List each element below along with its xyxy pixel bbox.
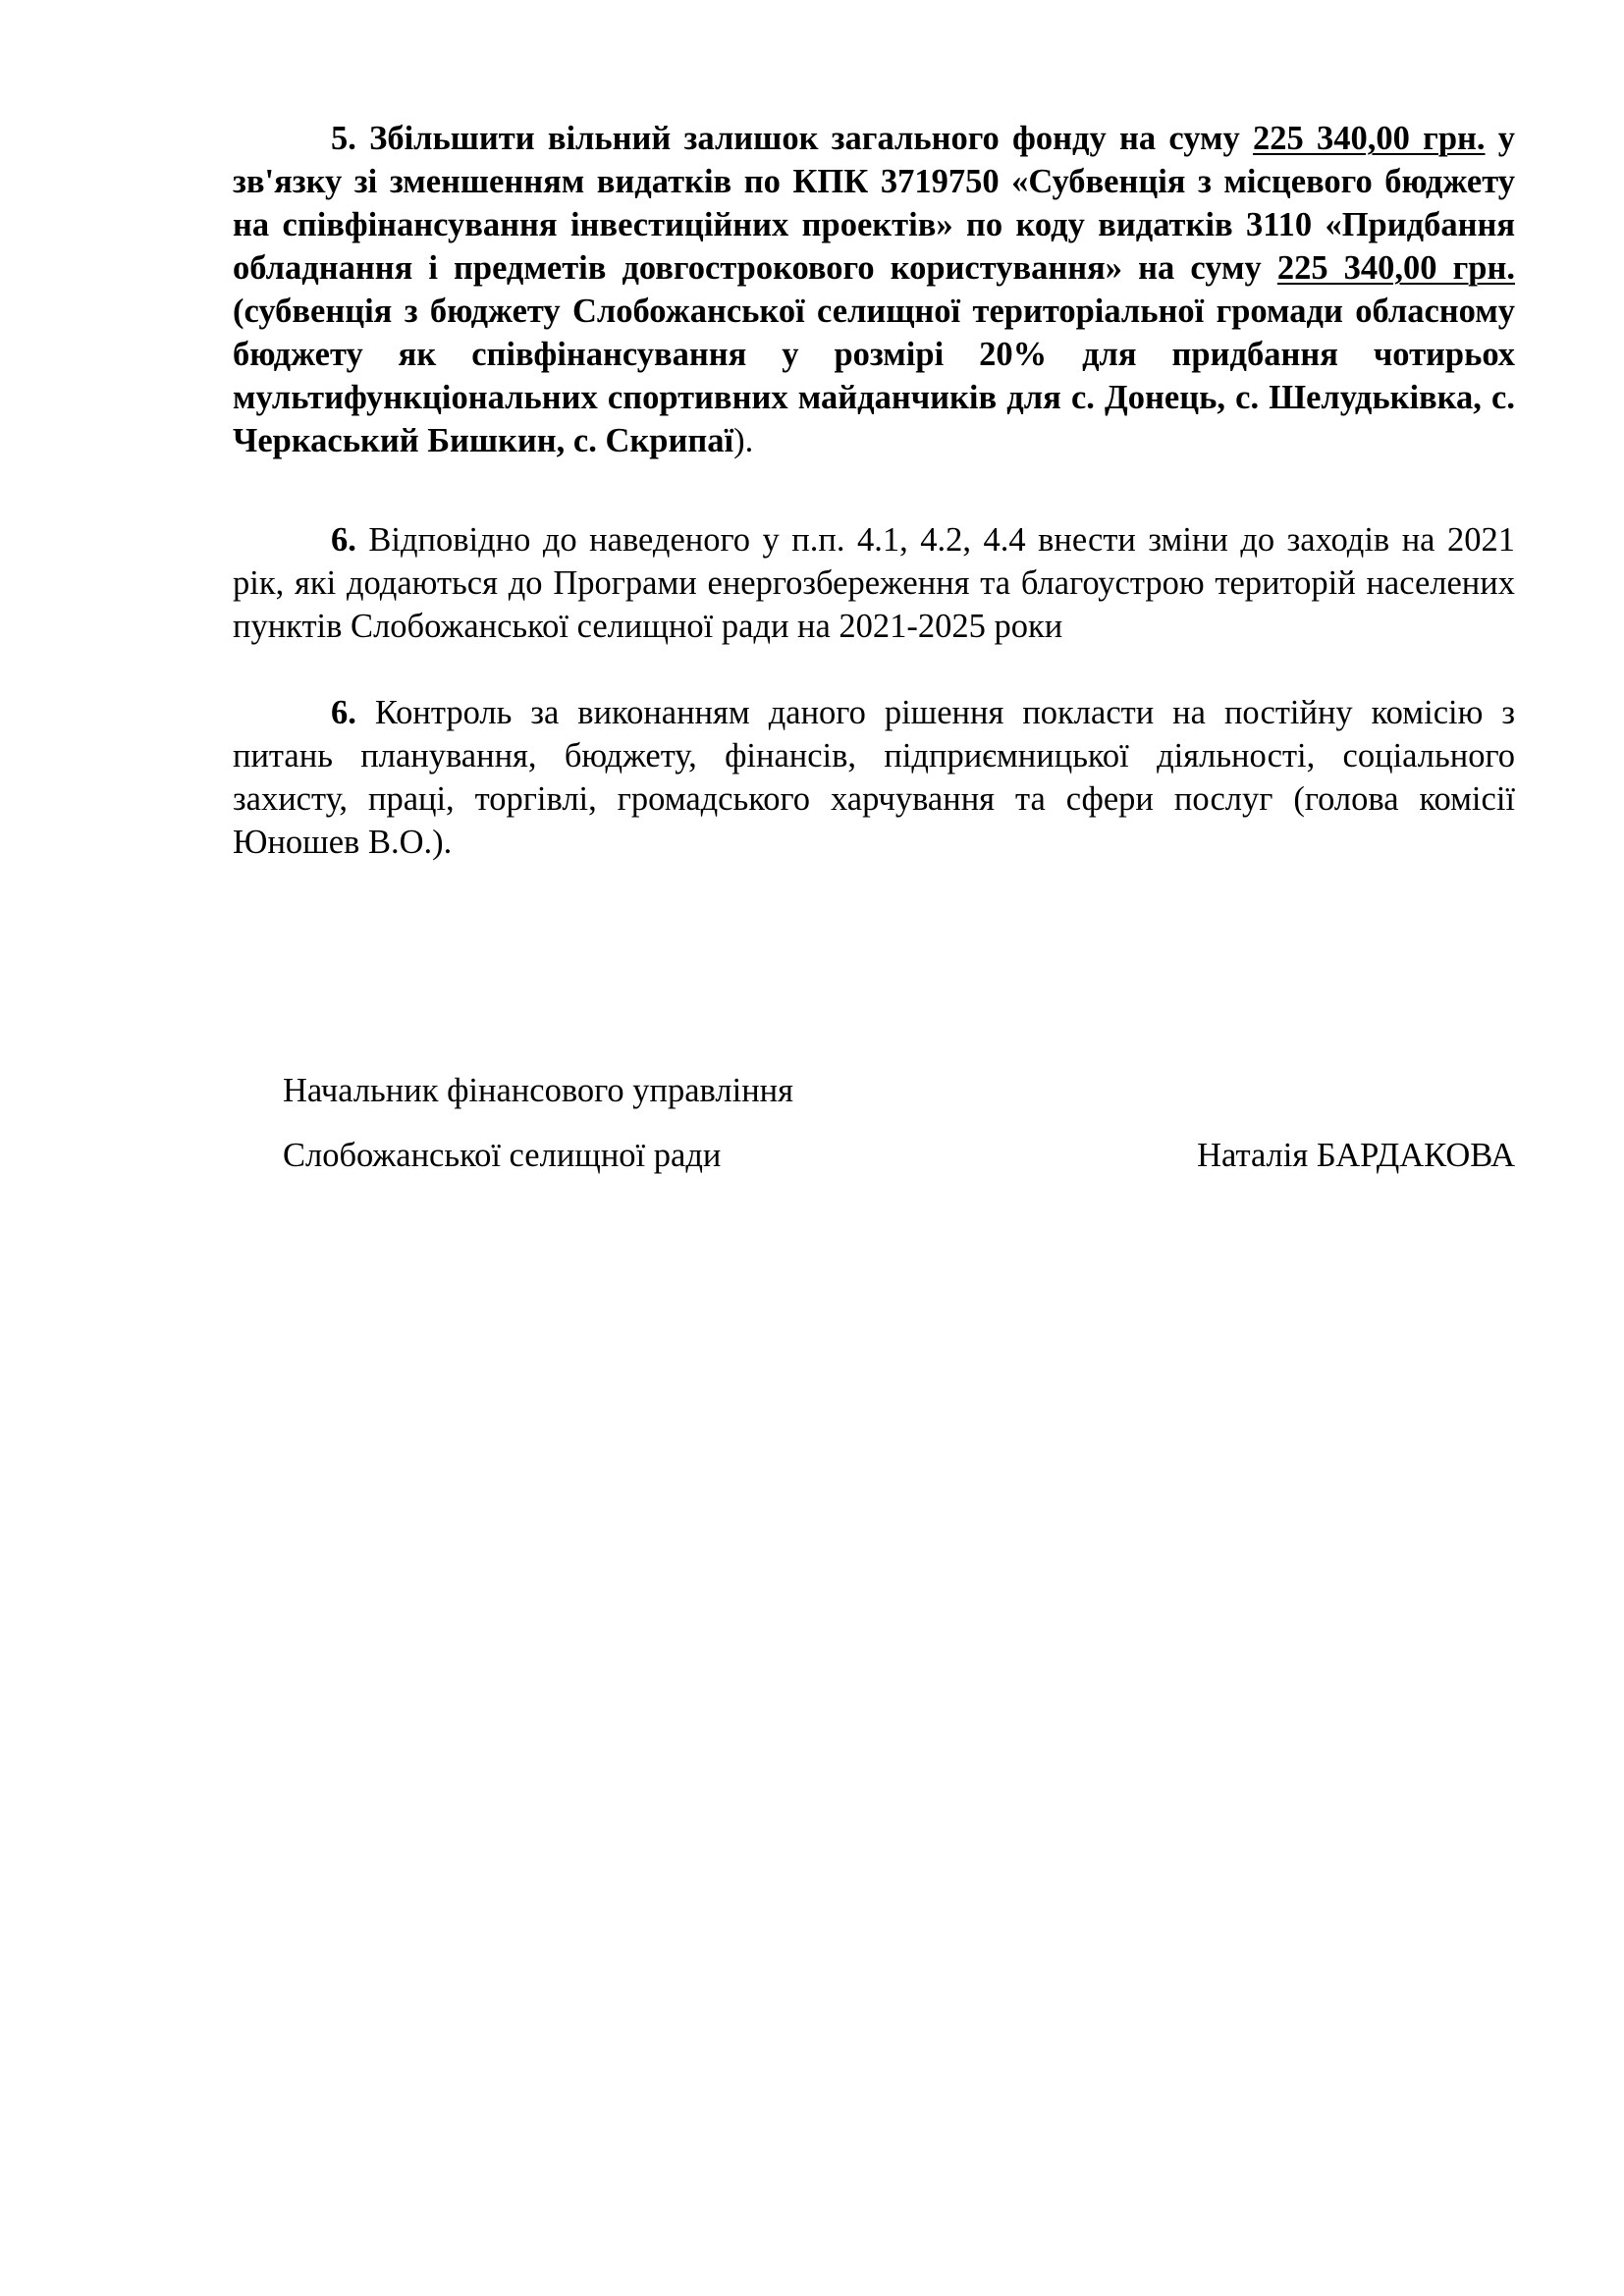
paragraph-5-number: 5. [331,120,356,157]
amount-1: 225 340,00 грн. [1253,120,1486,157]
paragraph-5-text-d: ). [733,422,754,459]
signature-title: Начальник фінансового управління [283,1072,793,1109]
paragraph-6 [233,518,1515,648]
paragraph-6-text: Відповідно до наведеного у п.п. 4.1, 4.2, 4.4 внести зміни до заходів на 2021 рік, які додаються до Програми енергозбереження та благоустрою територій населених пунктів Слобожанської селищної ради на 2021-2025 роки [233,521,1515,645]
paragraph-5 [233,117,1515,462]
signature-name: Наталія БАРДАКОВА [1197,1137,1515,1174]
paragraph-7 [233,691,1515,864]
paragraph-5-text-b: у зв'язку зі зменшенням видатків по КПК 3719750 «Субвенція з місцевого бюджету на співфінансування інвестиційних проектів» по коду видатків 3110 «Придбання обладнання і предметів довгострокового користування» на суму [233,120,1516,287]
paragraph-7-number: 6. [331,694,356,731]
signature-organization: Слобожанської селищної ради [283,1137,722,1174]
paragraph-5-text-c: (субвенція з бюджету Слобожанської селищної територіальної громади обласному бюджету як співфінансування у розмірі 20% для придбання чотирьох мультифункціональних спортивних майданчиків для с. Донець, с. Шелудьківка, с. Черкаський Бишкин, с. Скрипаї [233,293,1515,459]
paragraph-5-text-a: Збільшити вільний залишок загального фонду на суму [355,120,1254,157]
paragraph-7-text: Контроль за виконанням даного рішення покласти на постійну комісію з питань планування, бюджету, фінансів, підприємницької діяльності, соціального захисту, праці, торгівлі, громадського харчування та сфери послуг (голова комісії Юношев В.О.). [233,694,1515,861]
paragraph-6-number: 6. [331,521,356,559]
amount-2: 225 340,00 грн. [1276,249,1515,287]
